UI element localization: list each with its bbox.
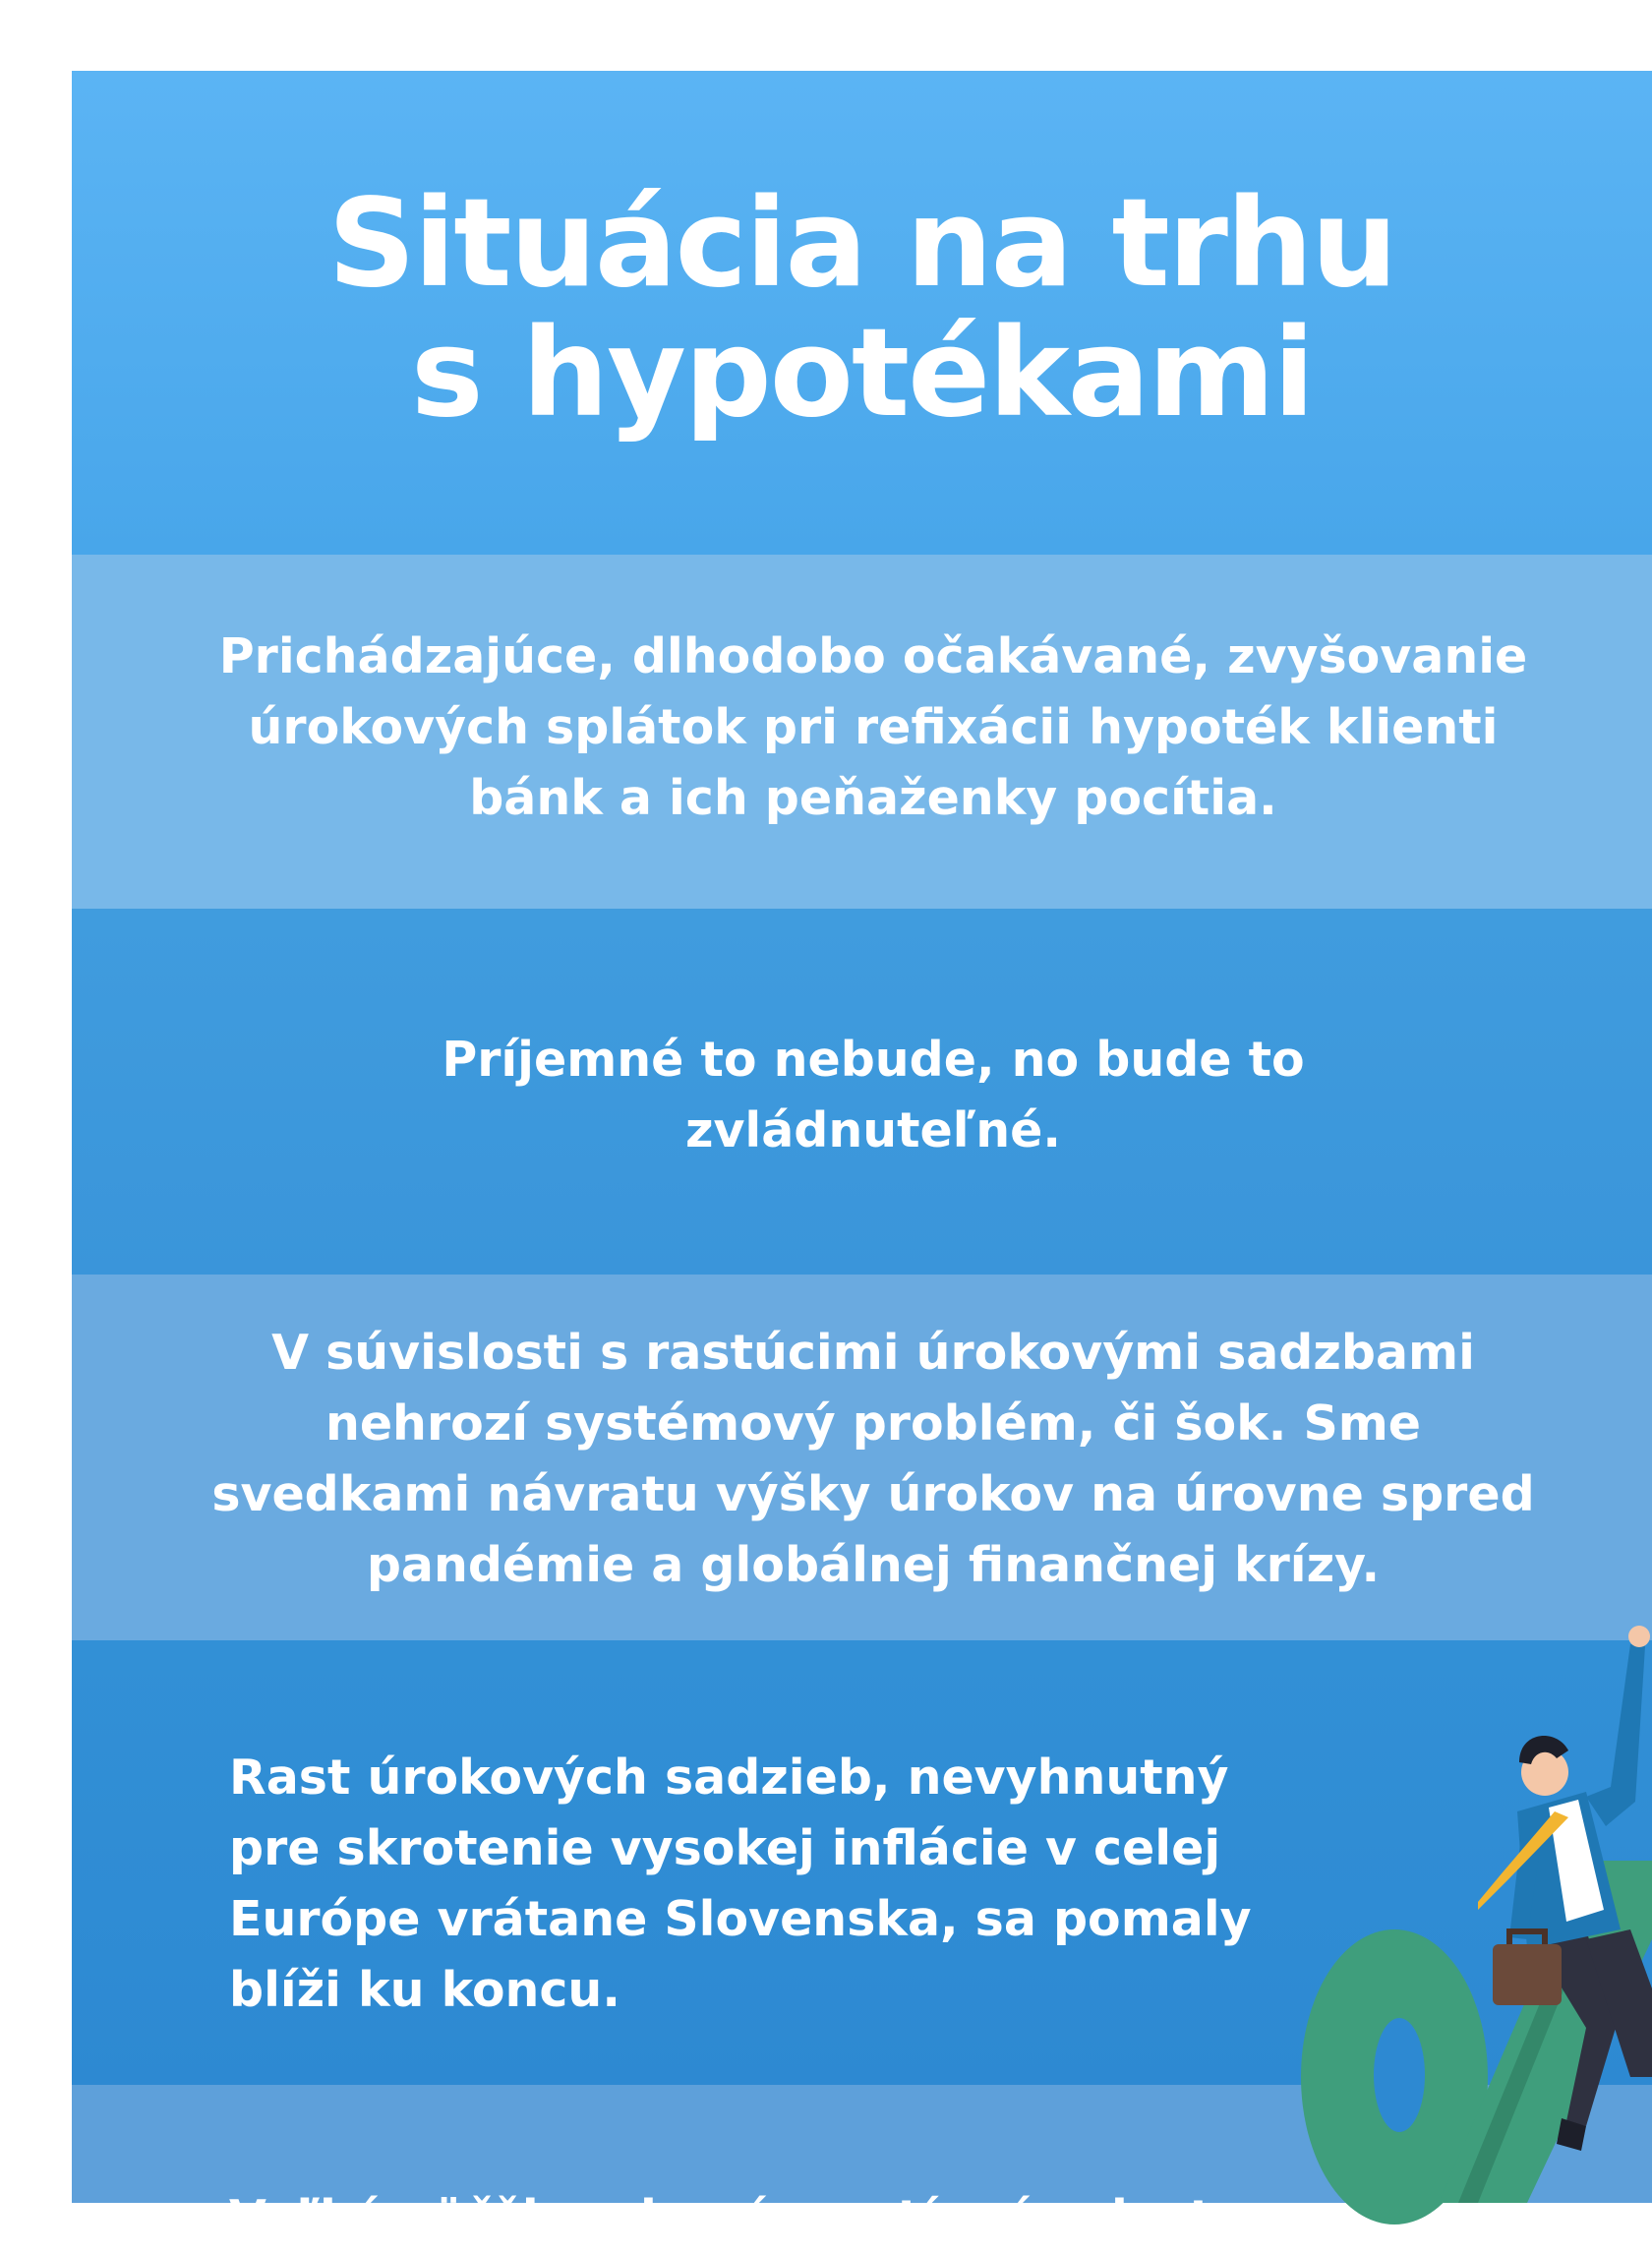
paragraph-rate-growth: Rast úrokových sadzieb, nevyhnutný pre skrotenie vysokej inflácie v celej Európe vrátane Slovenska, sa pomaly blíži ku koncu.: [229, 1750, 1252, 2018]
page-title: [72, 173, 1652, 445]
paragraph-manageable: Príjemné to nebude, no bude to zvládnuteľné.: [442, 1032, 1305, 1158]
title-line-1: Situácia na trhu: [327, 173, 1396, 315]
paragraph-no-systemic-problem: V súvislosti s rastúcimi úrokovými sadzbami nehrozí systémový problém, či šok. Sme svedkami návratu výšky úrokov na úrovne spred pandémie a globálnej finančnej krízy.: [211, 1325, 1535, 1593]
title-line-2: s hypotékami: [410, 303, 1314, 445]
businessman-jumping-percent-icon: [1291, 1615, 1652, 2203]
paragraph-refixation: Prichádzajúce, dlhodobo očakávané, zvyšovanie úrokových splátok pri refixácii hypoték klienti bánk a ich peňaženky pocítia.: [218, 628, 1528, 826]
infographic-card: [72, 71, 1652, 2246]
paragraph-households: Veľká väčšina domácností má priestor: [229, 2190, 1269, 2246]
